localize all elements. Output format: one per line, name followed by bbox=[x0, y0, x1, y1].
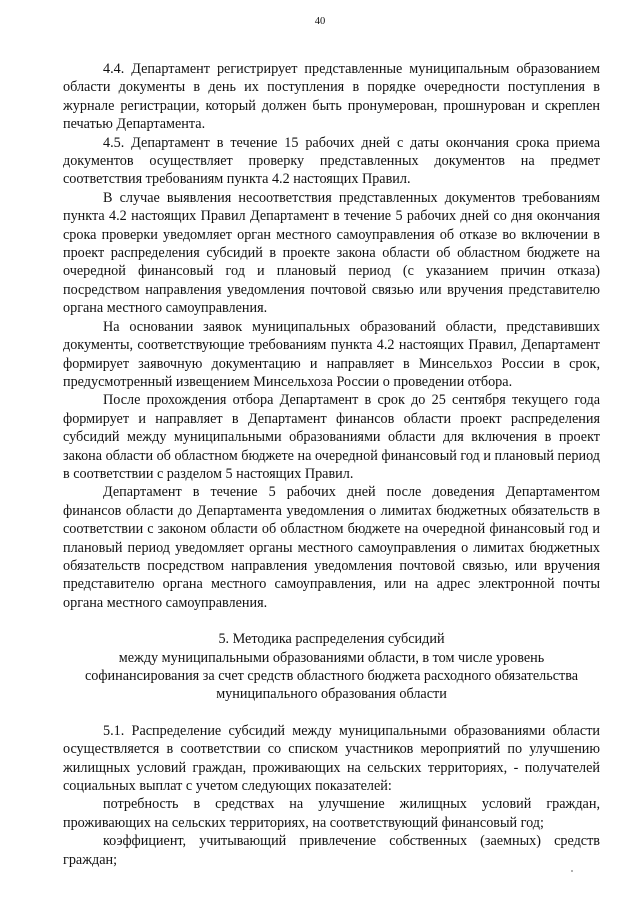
paragraph-notification: Департамент в течение 5 рабочих дней после доведения Департаментом финансов области до Департамента уведомления о лимитах бюджетных обязательств в соответствии с законом области об областном бюджете на очередной финансовый год и плановый период уведомляет органы местного самоуправления о лимитах бюджетных обязательств посредством направления уведомления почтовой связью, или вручения представителю органа местного самоуправления, или на адрес электронной почты органа местного самоуправления. bbox=[63, 484, 600, 611]
section-title-line1: 5. Методика распределения субсидий bbox=[218, 631, 445, 648]
paragraph-4-5: 4.5. Департамент в течение 15 рабочих дней с даты окончания срока приема документов осуществляет проверку представленных документов на предмет соответствия требованиям пункта 4.2 настоящих Правил. bbox=[63, 134, 600, 188]
page-number: 40 bbox=[314, 16, 326, 27]
section-title-line2: между муниципальными образованиями области, в том числе уровень софинансирования за счет средств областного бюджета расходного обязательства муниципального образования области bbox=[84, 649, 579, 703]
document-body bbox=[63, 60, 600, 869]
paragraph-applications: На основании заявок муниципальных образований области, представивших документы, соответствующие требованиям пункта 4.2 настоящих Правил, Департамент формирует заявочную документацию и направляет в Минсельхоз России в срок, предусмотренный извещением Минсельхоза России о проведении отбора. bbox=[63, 318, 600, 390]
paragraph-5-1: 5.1. Распределение субсидий между муниципальными образованиями области осуществляется в соответствии со списком участников мероприятий по улучшению жилищных условий граждан, проживающих на сельских территориях, - получателей социальных выплат с учетом следующих показателей: bbox=[63, 722, 600, 795]
paragraph-nonconformity: В случае выявления несоответствия представленных документов требованиям пункта 4.2 настоящих Правил Департамент в течение 5 рабочих дней со дня окончания срока проверки уведомляет орган местного самоуправления об отказе во включении в проект распределения субсидий в проекте закона области об областном бюджете на очередной финансовый год и плановый период (с указанием причин отказа) посредством направления уведомления почтовой связью или вручения представителю органа местного самоуправления. bbox=[63, 189, 600, 317]
paragraph-after-selection: После прохождения отбора Департамент в срок до 25 сентября текущего года формирует и направляет в Департамент финансов области проект распределения субсидий между муниципальными образованиями области для включения в проект закона области об областном бюджете на очередной финансовый год и плановый период в соответствии с разделом 5 настоящих Правил. bbox=[63, 392, 600, 482]
paragraph-4-4: 4.4. Департамент регистрирует представленные муниципальным образованием области документы в день их поступления в порядке очередности поступления в журнале регистрации, который должен быть пронумерован, прошнурован и скреплен печатью Департамента. bbox=[63, 61, 600, 133]
scan-speck bbox=[571, 870, 573, 872]
section-5-title bbox=[63, 630, 600, 704]
paragraph-indicator-coefficient: коэффициент, учитывающий привлечение собственных (заемных) средств граждан; bbox=[63, 833, 600, 868]
paragraph-indicator-need: потребность в средствах на улучшение жилищных условий граждан, проживающих на сельских территориях, на соответствующий финансовый год; bbox=[63, 796, 600, 831]
